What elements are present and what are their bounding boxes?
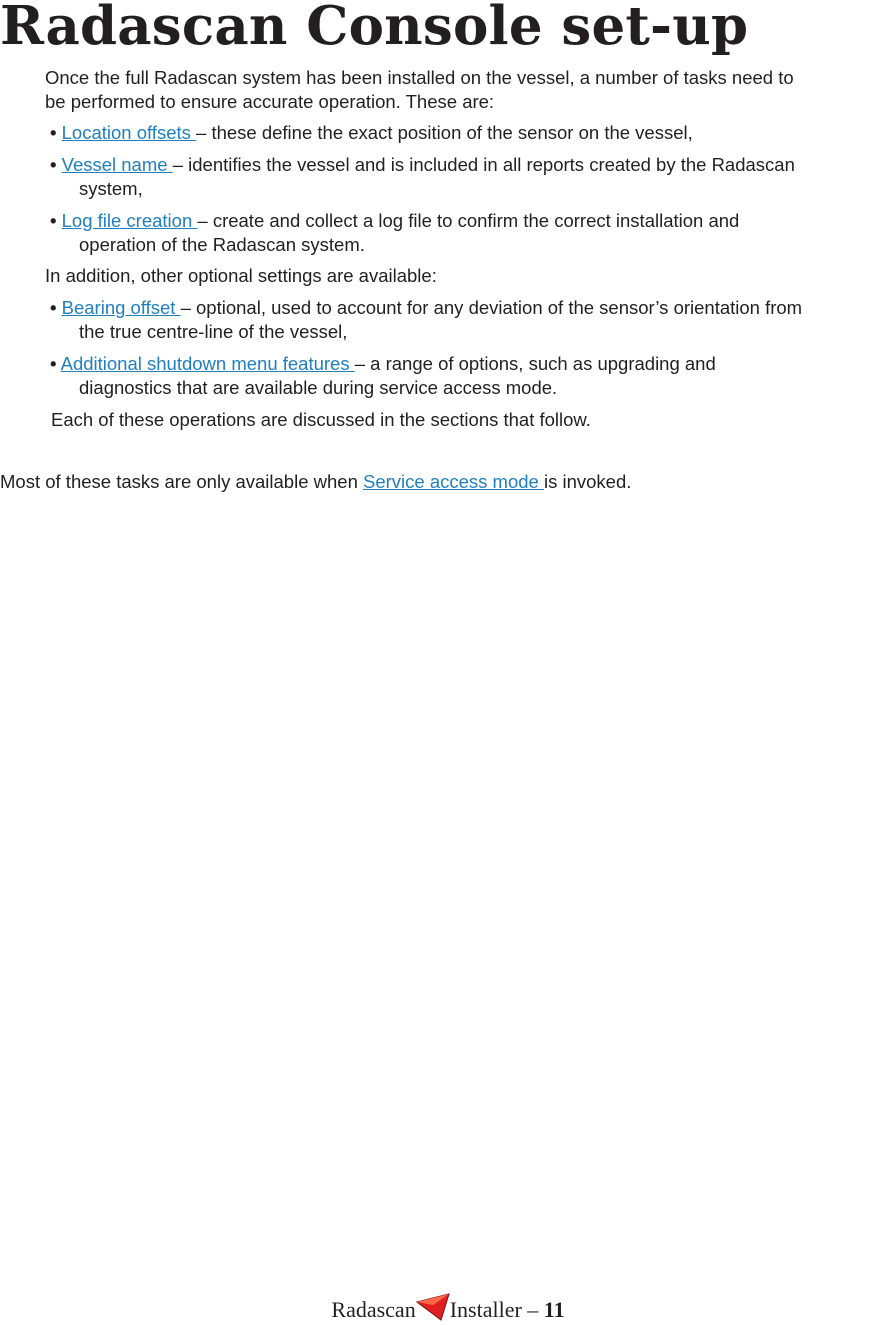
bullet-text-continued: diagnostics that are available during service access mode. xyxy=(79,377,558,398)
bullet-additional-shutdown-menu xyxy=(50,352,716,400)
optional-intro: In addition, other optional settings are available: xyxy=(45,265,437,286)
page-title: Radascan Console set-up xyxy=(0,0,749,57)
note-text-before: Most of these tasks are only available when xyxy=(0,471,363,492)
bullet-dot: • xyxy=(50,210,57,231)
bullet-log-file-creation xyxy=(50,209,739,257)
service-access-mode-link[interactable]: Service access mode xyxy=(363,471,544,492)
bullet-text: – optional, used to account for any deviation of the sensor’s orientation from xyxy=(180,297,803,318)
note-text-after: is invoked. xyxy=(543,471,632,492)
footer-product: Radascan xyxy=(331,1297,416,1322)
service-mode-note xyxy=(0,470,631,494)
intro-line-1: Once the full Radascan system has been installed on the vessel, a number of tasks need to xyxy=(45,67,794,88)
bullet-text: – identifies the vessel and is included in all reports created by the Radascan xyxy=(172,154,795,175)
bullet-dot: • xyxy=(50,122,57,143)
bullet-dot: • xyxy=(50,353,57,374)
bullet-text: – a range of options, such as upgrading and xyxy=(354,353,716,374)
bullet-text-continued: the true centre-line of the vessel, xyxy=(79,321,348,342)
footer-section: Installer – xyxy=(449,1297,544,1322)
bullet-text-continued: system, xyxy=(79,178,143,199)
bullet-dot: • xyxy=(50,154,57,175)
vessel-name-link[interactable]: Vessel name xyxy=(61,154,173,175)
bullet-location-offsets xyxy=(50,121,693,145)
bullet-dot: • xyxy=(50,297,57,318)
bullet-text: – create and collect a log file to confirm the correct installation and xyxy=(197,210,740,231)
page-number: 11 xyxy=(543,1297,565,1322)
intro-line-2: be performed to ensure accurate operation. These are: xyxy=(45,91,495,112)
intro-paragraph xyxy=(45,66,794,114)
bullet-bearing-offset xyxy=(50,296,802,344)
bullet-vessel-name xyxy=(50,153,795,201)
page-footer xyxy=(0,1293,896,1325)
location-offsets-link[interactable]: Location offsets xyxy=(61,122,197,143)
closing-paragraph: Each of these operations are discussed in the sections that follow. xyxy=(51,409,591,430)
bearing-offset-link[interactable]: Bearing offset xyxy=(61,297,181,318)
additional-shutdown-menu-link[interactable]: Additional shutdown menu features xyxy=(60,353,355,374)
log-file-creation-link[interactable]: Log file creation xyxy=(61,210,198,231)
bullet-text: – these define the exact position of the sensor on the vessel, xyxy=(196,122,693,143)
bullet-text-continued: operation of the Radascan system. xyxy=(79,234,365,255)
